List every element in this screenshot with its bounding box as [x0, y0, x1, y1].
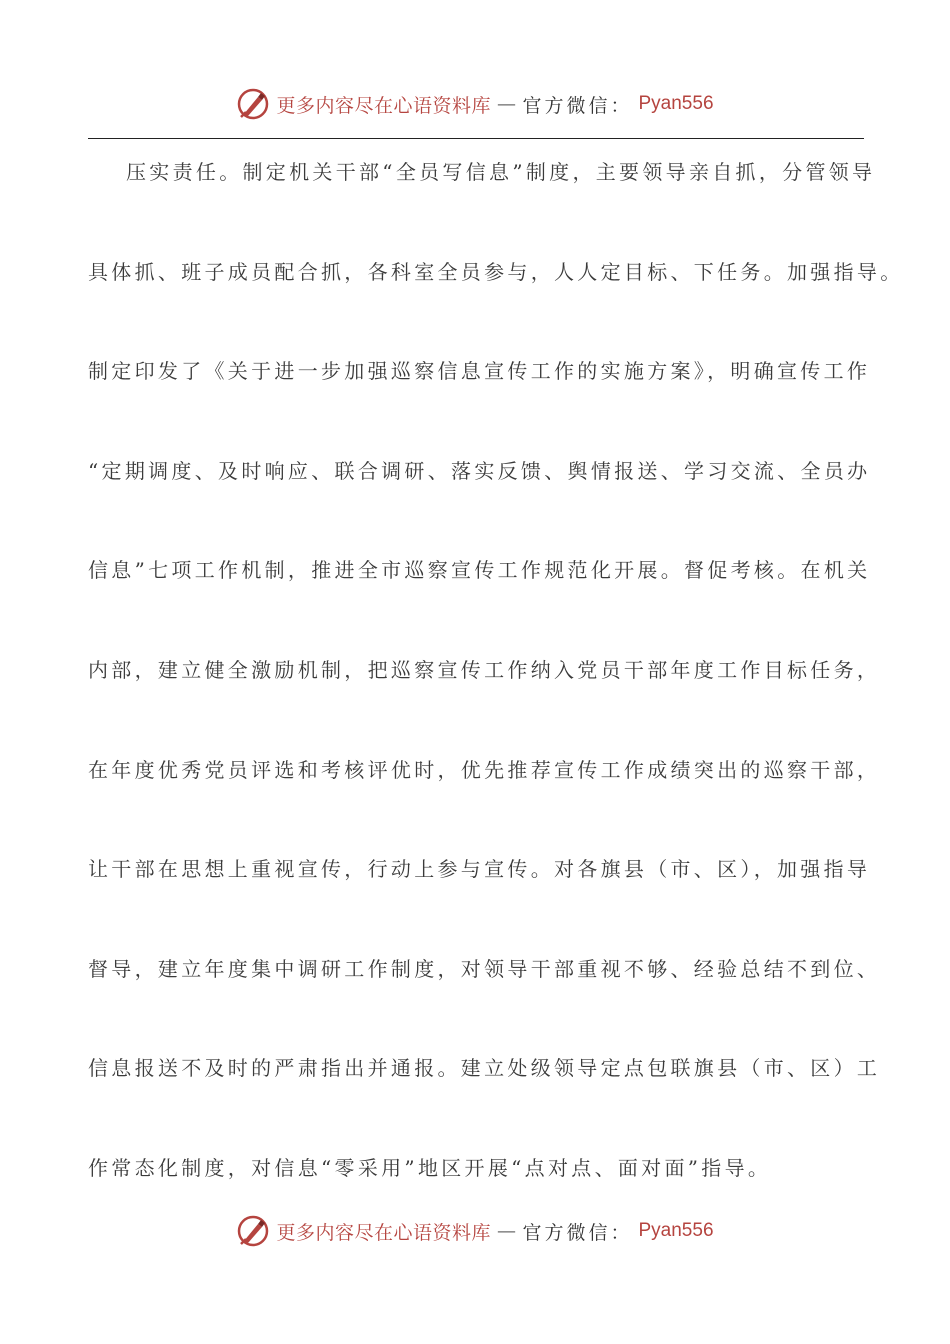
- body-line: “定期调度、及时响应、联合调研、落实反馈、舆情报送、学习交流、全员办: [88, 458, 871, 483]
- body-line: 督导，建立年度集中调研工作制度，对领导干部重视不够、经验总结不到位、: [88, 956, 881, 981]
- body-line: 信息”七项工作机制，推进全市巡察宣传工作规范化开展。督促考核。在机关: [88, 558, 871, 583]
- footer-brand-text: 更多内容尽在心语资料库: [276, 1221, 491, 1244]
- body-line: 信息报送不及时的严肃指出并通报。建立处级领导定点包联旗县（市、区）工: [88, 1056, 881, 1081]
- header-brand: [236, 87, 713, 121]
- page-footer: [0, 1211, 950, 1251]
- pen-nib-logo-icon: [236, 87, 270, 121]
- header-separator: —: [496, 93, 517, 115]
- page-header: [0, 84, 950, 124]
- body-line: 制定印发了《关于进一步加强巡察信息宣传工作的实施方案》，明确宣传工作: [88, 359, 871, 384]
- body-line: 在年度优秀党员评选和考核评优时，优先推荐宣传工作成绩突出的巡察干部，: [88, 757, 881, 782]
- header-wechat-label: 官方微信：: [522, 94, 633, 117]
- footer-brand: [236, 1214, 713, 1248]
- body-line: 作常态化制度，对信息“零采用”地区开展“点对点、面对面”指导。: [88, 1155, 772, 1180]
- body-line: 让干部在思想上重视宣传，行动上参与宣传。对各旗县（市、区），加强指导: [88, 857, 871, 882]
- pen-nib-logo-icon: [236, 1214, 270, 1248]
- footer-wechat-label: 官方微信：: [522, 1221, 633, 1244]
- body-line: 内部，建立健全激励机制，把巡察宣传工作纳入党员干部年度工作目标任务，: [88, 657, 881, 682]
- header-divider: [88, 138, 864, 139]
- body-line: 具体抓、班子成员配合抓，各科室全员参与，人人定目标、下任务。加强指导。: [88, 259, 904, 284]
- header-brand-text: 更多内容尽在心语资料库: [276, 94, 491, 117]
- footer-wechat-id: Pyan556: [638, 1220, 714, 1241]
- footer-separator: —: [496, 1220, 517, 1242]
- body-line: 压实责任。制定机关干部“全员写信息”制度，主要领导亲自抓，分管领导: [126, 160, 876, 184]
- header-wechat-id: Pyan556: [638, 93, 714, 114]
- document-body: [88, 150, 904, 1246]
